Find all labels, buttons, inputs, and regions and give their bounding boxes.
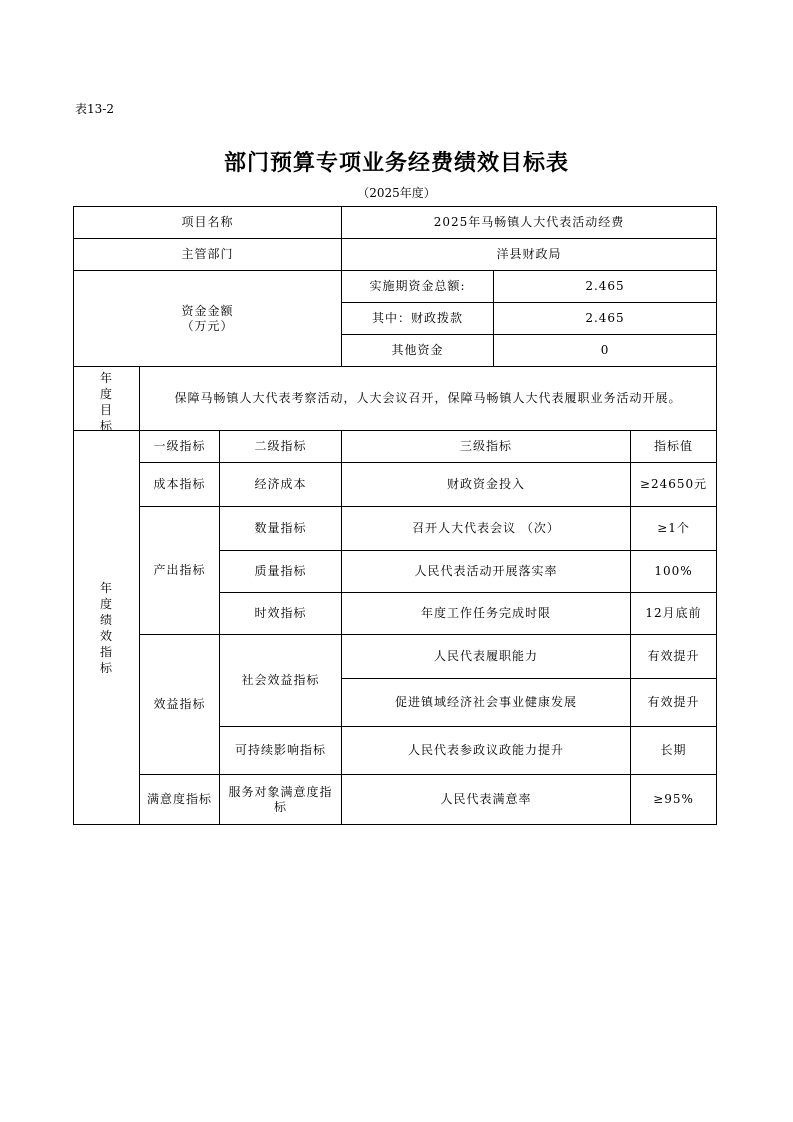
benefit-sustain-level3: 人民代表参政议政能力提升 [342, 727, 631, 775]
benefit-social-level3-1: 人民代表履职能力 [342, 635, 631, 679]
fiscal-fund-label: 其中：财政拨款 [342, 303, 494, 335]
page-title: 部门预算专项业务经费绩效目标表 [223, 151, 569, 176]
year-note: （2025年度） [357, 186, 436, 200]
goal-text: 保障马畅镇人大代表考察活动，人大会议召开，保障马畅镇人大代表履职业务活动开展。 [140, 367, 717, 431]
satisfaction-level1: 满意度指标 [140, 775, 220, 825]
output-level2-quality: 质量指标 [220, 551, 342, 593]
benefit-sustain-value: 长期 [631, 727, 717, 775]
cost-level3: 财政资金投入 [342, 463, 631, 507]
goal-label: 年度目标 [99, 370, 113, 430]
benefit-social-value-1: 有效提升 [631, 635, 717, 679]
fund-label-cell [74, 271, 342, 367]
benefit-level1: 效益指标 [140, 635, 220, 775]
output-value-timeliness: 12月底前 [631, 593, 717, 635]
other-fund-label: 其他资金 [342, 335, 494, 367]
output-level3-quantity: 召开人大代表会议 （次） [342, 507, 631, 551]
cost-level1: 成本指标 [140, 463, 220, 507]
satisfaction-level2: 服务对象满意度指标 [220, 775, 342, 825]
goal-label-cell [74, 367, 140, 431]
dept-label: 主管部门 [74, 239, 342, 271]
satisfaction-value: ≥95% [631, 775, 717, 825]
table-code: 表13-2 [75, 102, 114, 116]
project-name-label: 项目名称 [74, 207, 342, 239]
output-level2-timeliness: 时效指标 [220, 593, 342, 635]
total-fund-label: 实施期资金总额: [342, 271, 494, 303]
cost-level2: 经济成本 [220, 463, 342, 507]
output-level2-quantity: 数量指标 [220, 507, 342, 551]
benefit-social-value-2: 有效提升 [631, 679, 717, 727]
fund-label: 资金金额 [181, 303, 234, 318]
output-value-quality: 100% [631, 551, 717, 593]
cost-value: ≥24650元 [631, 463, 717, 507]
satisfaction-level3: 人民代表满意率 [342, 775, 631, 825]
output-level3-timeliness: 年度工作任务完成时限 [342, 593, 631, 635]
header-level3: 三级指标 [342, 431, 631, 463]
output-level3-quality: 人民代表活动开展落实率 [342, 551, 631, 593]
indicator-section-cell [74, 431, 140, 825]
dept-value: 洋县财政局 [342, 239, 717, 271]
performance-table [73, 206, 717, 825]
fund-unit: （万元） [181, 318, 234, 333]
total-fund-value: 2.465 [494, 271, 717, 303]
other-fund-value: 0 [494, 335, 717, 367]
output-level1: 产出指标 [140, 507, 220, 635]
indicator-section-label: 年度绩效指标 [99, 580, 113, 675]
header-level1: 一级指标 [140, 431, 220, 463]
benefit-social-level2: 社会效益指标 [220, 635, 342, 727]
output-value-quantity: ≥1个 [631, 507, 717, 551]
project-name-value: 2025年马畅镇人大代表活动经费 [342, 207, 717, 239]
benefit-social-level3-2: 促进镇域经济社会事业健康发展 [342, 679, 631, 727]
header-level2: 二级指标 [220, 431, 342, 463]
benefit-sustain-level2: 可持续影响指标 [220, 727, 342, 775]
header-value: 指标值 [631, 431, 717, 463]
fiscal-fund-value: 2.465 [494, 303, 717, 335]
